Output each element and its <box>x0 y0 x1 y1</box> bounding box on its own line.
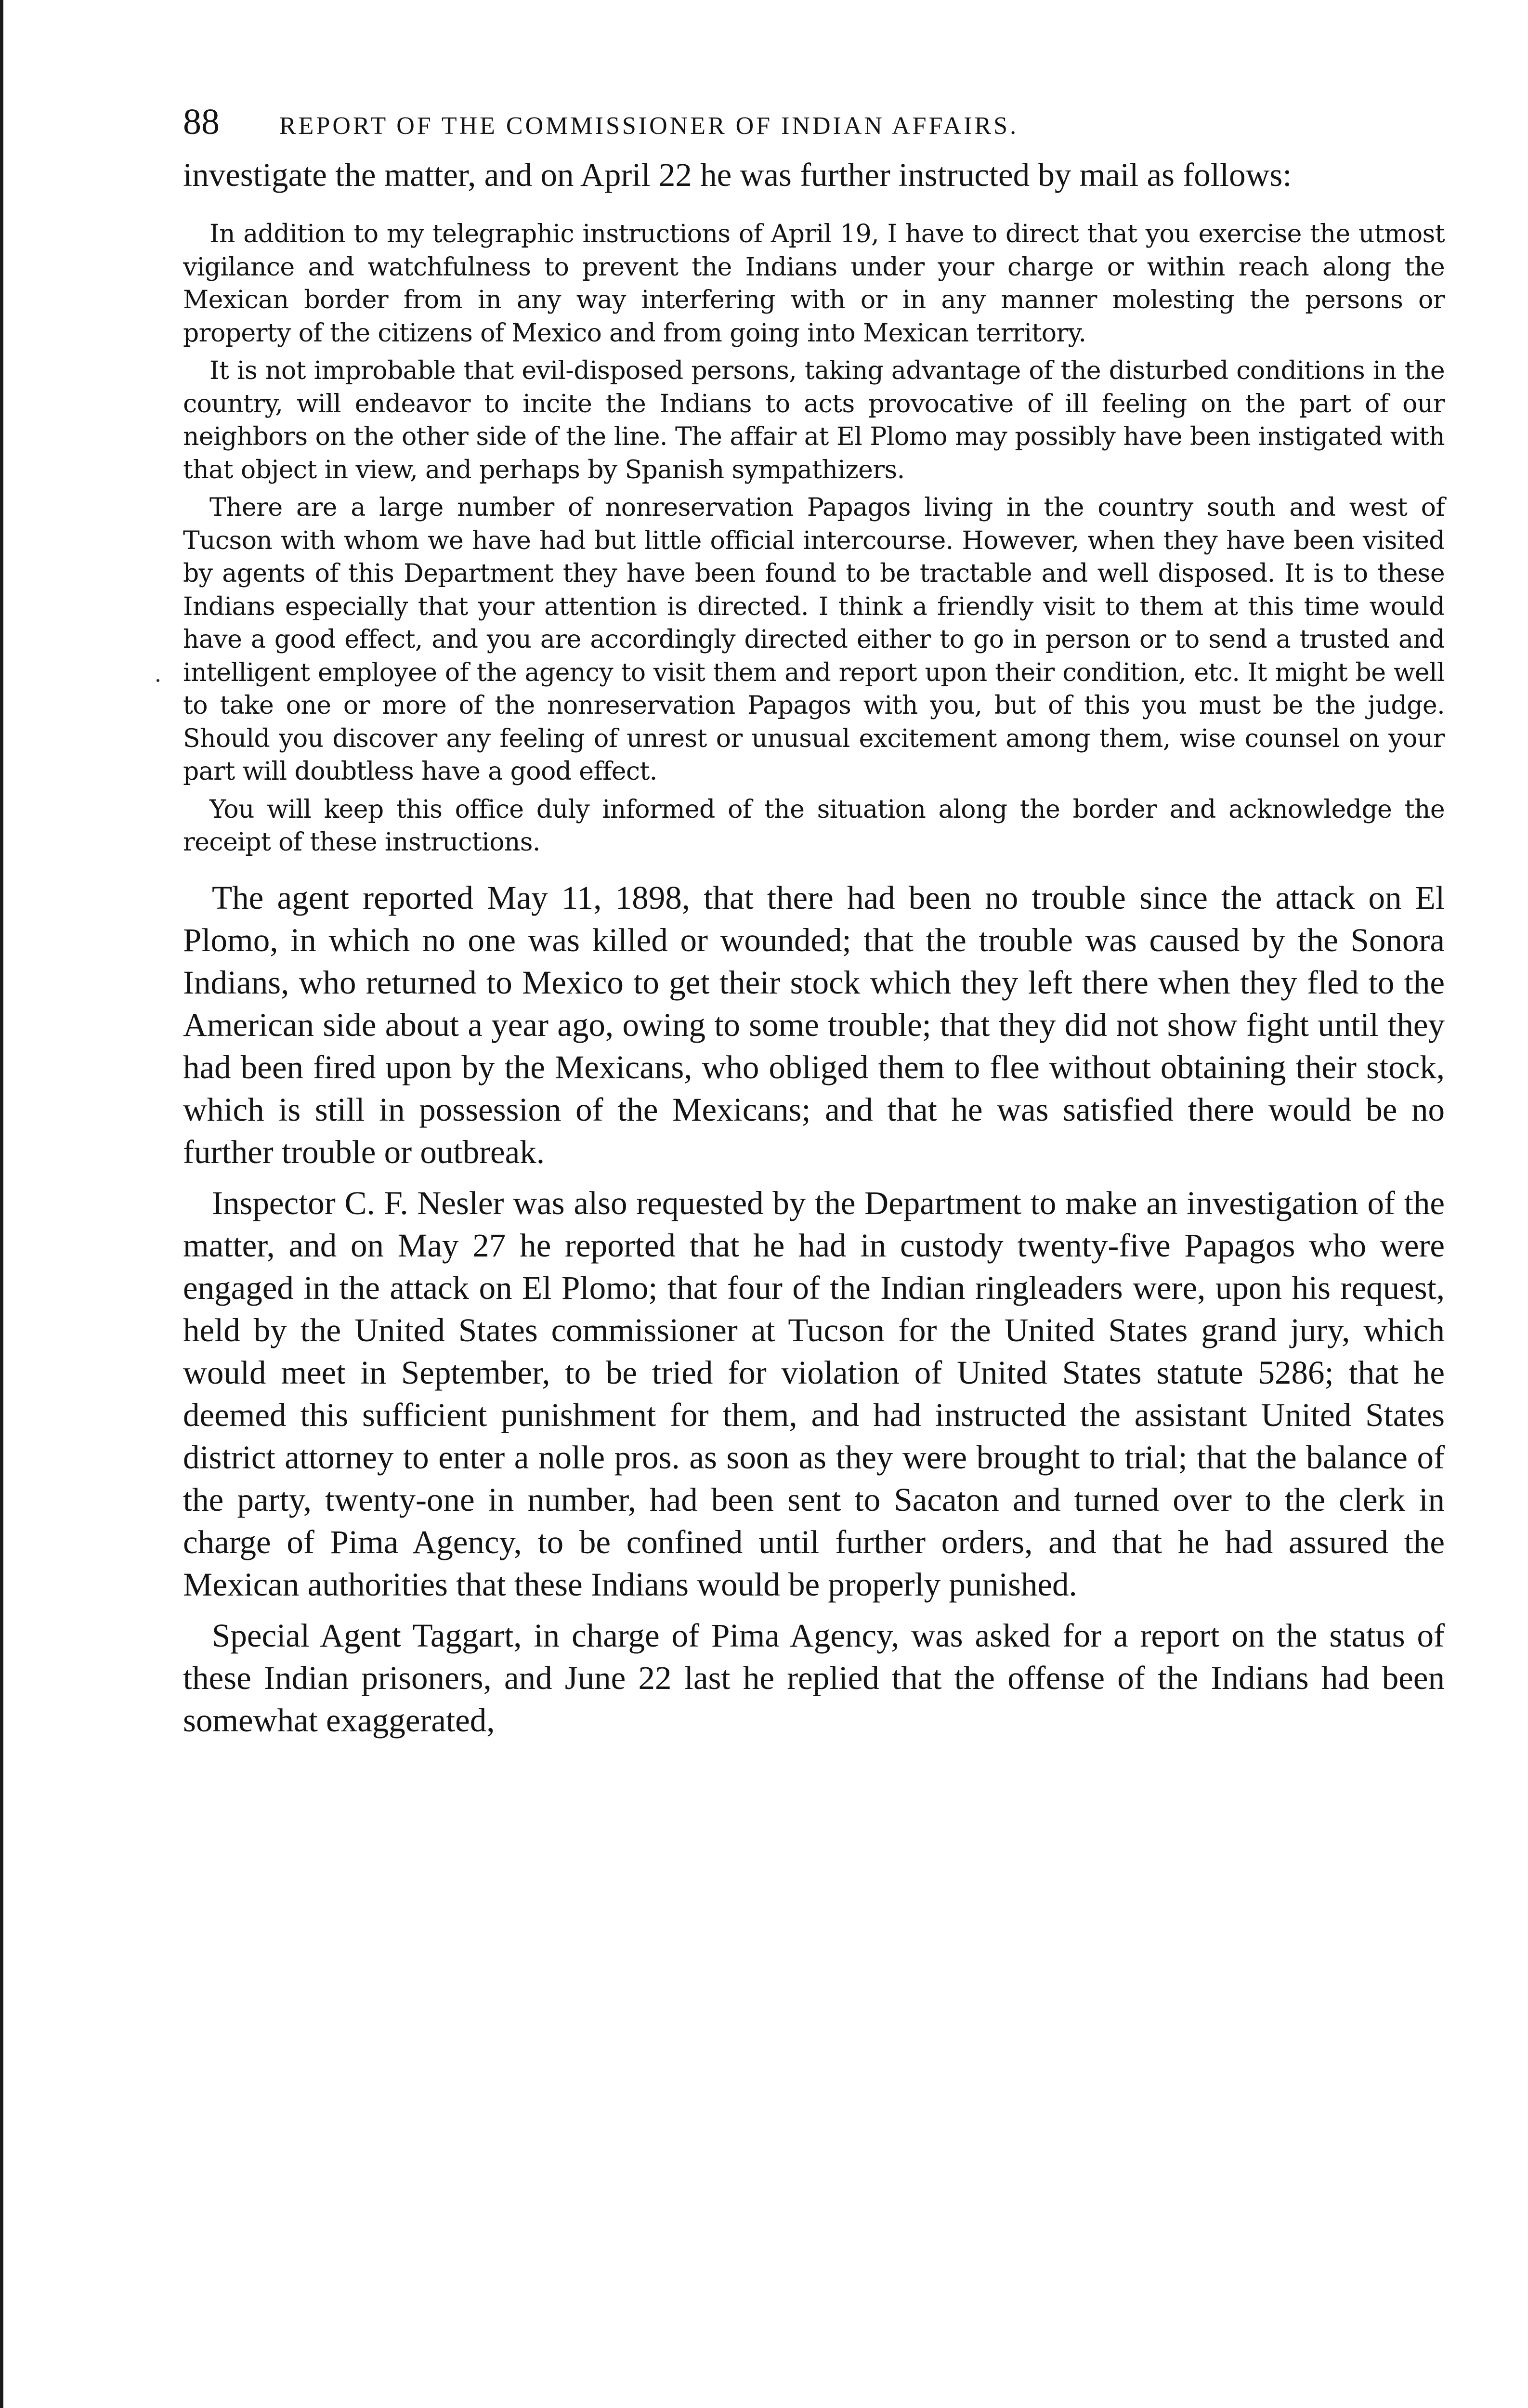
page-header <box>183 101 1445 154</box>
document-page <box>183 101 1445 1741</box>
quote-paragraph: There are a large number of nonreservation Papagos living in the country south and west of Tucson with whom we have had but little official intercourse. However, when they have been visited by agents of this Department they have been found to be tractable and well disposed. It is to these Indians especially that your attention is directed. I think a friendly visit to them at this time would have a good effect, and you are accordingly directed either to go in person or to send a trusted and intelligent employee of the agency to visit them and report upon their condition, etc. It might be well to take one or more of the nonreservation Papagos with you, but of this you must be the judge. Should you discover any feeling of unrest or unusual excitement among them, wise counsel on your part will doubtless have a good effect. <box>183 493 1445 786</box>
body-paragraph: Inspector C. F. Nesler was also requested by the Department to make an investigation of the matter, and on May 27 he reported that he had in custody twenty-five Papagos who were engaged in the attack on El Plomo; that four of the Indian ringleaders were, upon his request, held by the United States commissioner at Tucson for the United States grand jury, which would meet in September, to be tried for violation of United States statute 5286; that he deemed this sufficient punishment for them, and had instructed the assistant United States district attorney to enter a nolle pros. as soon as they were brought to trial; that the balance of the party, twenty-one in number, had been sent to Sacaton and turned over to the clerk in charge of Pima Agency, to be confined until further orders, and that he had assured the Mexican authorities that these Indians would be properly punished. <box>183 1184 1445 1603</box>
scan-speck <box>157 679 159 682</box>
running-head: REPORT OF THE COMMISSIONER OF INDIAN AFFAIRS. <box>279 112 1019 140</box>
quoted-instructions <box>183 218 1445 859</box>
body-text <box>183 877 1445 1741</box>
intro-paragraph: investigate the matter, and on April 22 he was further instructed by mail as follows: <box>183 157 1292 193</box>
body-paragraph: Special Agent Taggart, in charge of Pima Agency, was asked for a report on the status of these Indian prisoners, and June 22 last he replied that the offense of the Indians had been somewhat exaggerated, <box>183 1617 1445 1739</box>
page-number: 88 <box>183 102 220 142</box>
quote-paragraph: You will keep this office duly informed of the situation along the border and acknowledge the receipt of these instructions. <box>183 795 1445 857</box>
scan-left-edge <box>0 0 3 2408</box>
quote-paragraph: It is not improbable that evil-disposed persons, taking advantage of the disturbed conditions in the country, will endeavor to incite the Indians to acts provocative of ill feeling on the part of our neighbors on the other side of the line. The affair at El Plomo may possibly have been instigated with that object in view, and perhaps by Spanish sympathizers. <box>183 356 1445 484</box>
quote-paragraph: In addition to my telegraphic instructions of April 19, I have to direct that you exercise the utmost vigilance and watchfulness to prevent the Indians under your charge or within reach along the Mexican border from in any way interfering with or in any manner molesting the persons or property of the citizens of Mexico and from going into Mexican territory. <box>183 220 1445 348</box>
body-paragraph: The agent reported May 11, 1898, that there had been no trouble since the attack on El Plomo, in which no one was killed or wounded; that the trouble was caused by the Sonora Indians, who returned to Mexico to get their stock which they left there when they fled to the American side about a year ago, owing to some trouble; that they did not show fight until they had been fired upon by the Mexicans, who obliged them to flee without obtaining their stock, which is still in possession of the Mexicans; and that he was satisfied there would be no further trouble or outbreak. <box>183 879 1445 1170</box>
